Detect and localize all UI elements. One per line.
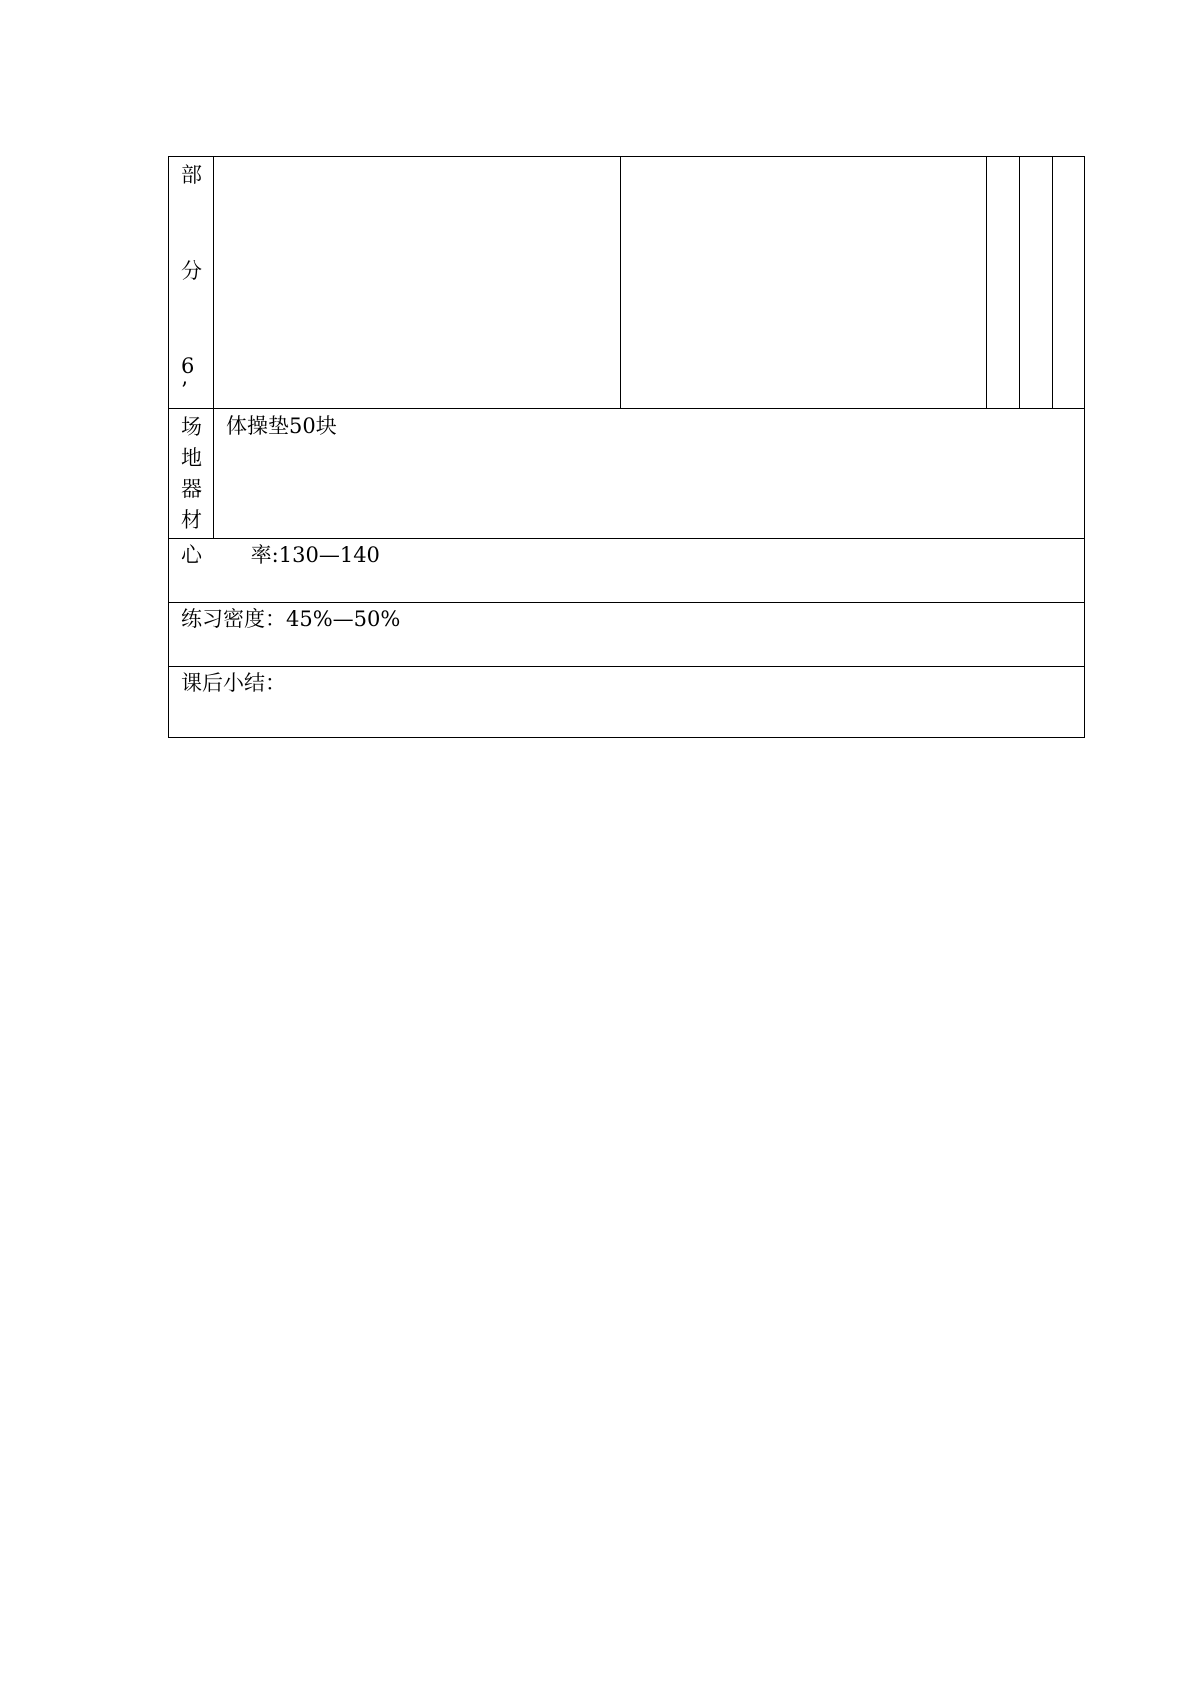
section-label-char: 分 — [181, 258, 202, 283]
summary-row — [169, 667, 1085, 738]
equipment-label-char: 场 — [181, 415, 202, 439]
equipment-label-char: 器 — [181, 477, 202, 501]
section-label-char: ’ — [181, 378, 188, 402]
heart-rate-row — [169, 539, 1085, 603]
organization-method-cell — [621, 157, 987, 409]
lesson-plan-table — [168, 156, 1085, 738]
heart-rate-cell — [169, 539, 1085, 603]
section-label-cell — [169, 157, 214, 409]
narrow-cell-3 — [1053, 157, 1085, 409]
practice-density-text: 练习密度：45%—50% — [181, 607, 401, 631]
narrow-cell-1 — [987, 157, 1020, 409]
teaching-content-cell — [214, 157, 621, 409]
equipment-row — [169, 409, 1085, 539]
equipment-label-char: 材 — [181, 508, 202, 532]
section-label-char: 6 — [181, 354, 195, 378]
equipment-label-cell — [169, 409, 214, 539]
summary-cell — [169, 667, 1085, 738]
practice-density-row — [169, 603, 1085, 667]
narrow-cell-2 — [1020, 157, 1053, 409]
equipment-value-cell — [214, 409, 1085, 539]
practice-density-cell — [169, 603, 1085, 667]
section-label-char: 部 — [181, 163, 202, 187]
section-row — [169, 157, 1085, 409]
equipment-label-char: 地 — [181, 446, 202, 470]
after-class-summary-label: 课后小结： — [181, 671, 286, 695]
equipment-value: 体操垫50块 — [226, 414, 337, 438]
heart-rate-text: 心 率:130—140 — [181, 543, 380, 567]
